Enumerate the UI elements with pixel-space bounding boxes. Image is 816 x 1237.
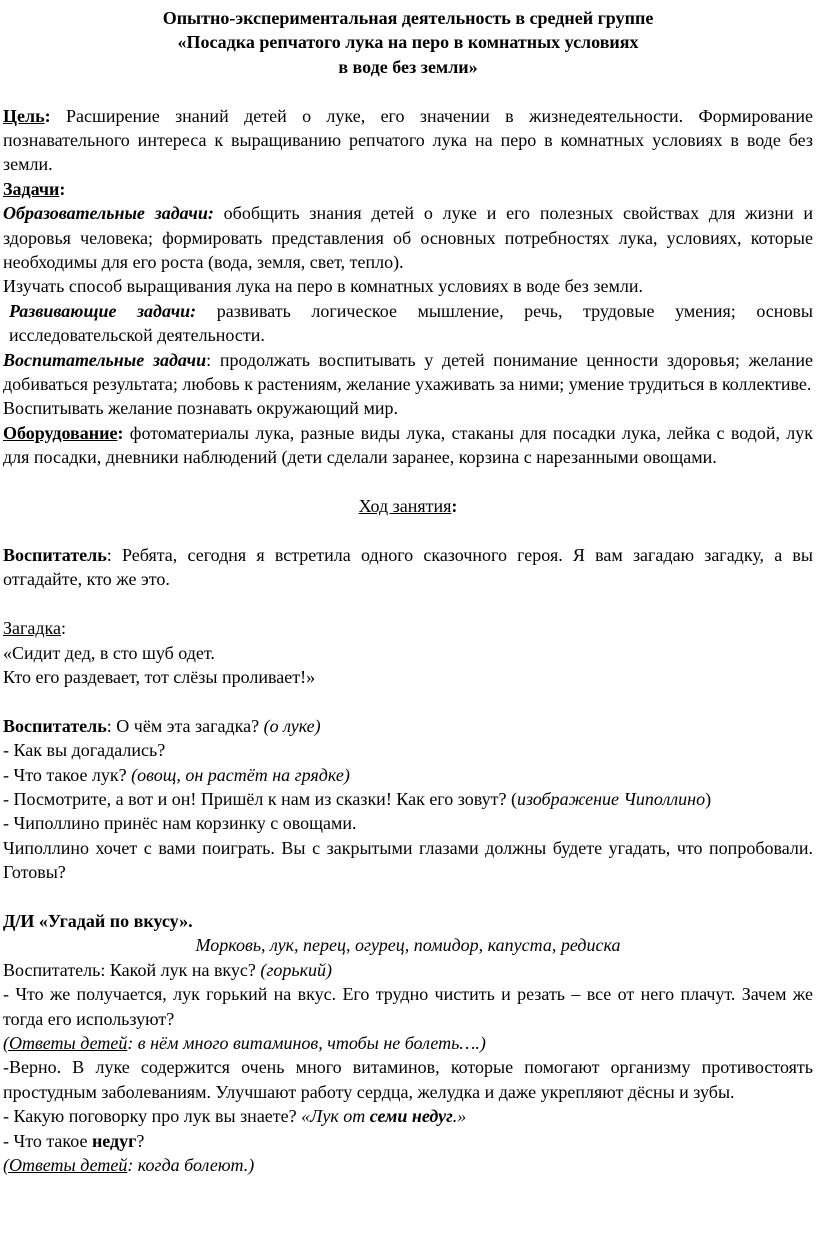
dialog-line: - Посмотрите, а вот и он! Пришёл к нам из сказки! Как его зовут? (изображение Чиполлино) <box>3 788 712 809</box>
dialog-line: Чиполлино хочет с вами поиграть. Вы с закрытыми глазами должны будете угадать, что попробовали. Готовы? <box>3 837 813 883</box>
upbringing-tasks-extra: Воспитывать желание познавать окружающий мир. <box>3 398 398 419</box>
children-answer: (Ответы детей: когда болеют.) <box>3 1155 255 1175</box>
children-answer: (Ответы детей: в нём много витаминов, чтобы не болеть….) <box>3 1032 486 1053</box>
dialog-line: Воспитатель: Какой лук на вкус? (горький) <box>3 959 333 980</box>
tasks-heading: Задачи: <box>3 178 66 199</box>
riddle-line-1: «Сидит дед, в сто шуб одет. <box>3 642 215 663</box>
goal-text: Расширение знаний детей о луке, его значении в жизнедеятельности. Формирование познавательного интереса к выращиванию репчатого лука на перо в комнатных условиях в воде без земли. <box>3 105 813 175</box>
dev-tasks: Развивающие задачи: развивать логическое мышление, речь, трудовые умения; основы исследовательской деятельности. <box>9 300 813 346</box>
upbringing-tasks-label: Воспитательные задачи <box>3 349 207 370</box>
dialog-line: Воспитатель: О чём эта загадка? (о луке) <box>3 715 321 736</box>
edu-tasks-extra: Изучать способ выращивания лука на перо в комнатных условиях в воде без земли. <box>3 276 644 297</box>
dialog-line: - Какую поговорку про лук вы знаете? «Лук от семи недуг.» <box>3 1106 467 1127</box>
equipment-label: Оборудование <box>3 422 118 443</box>
edu-tasks: Образовательные задачи: обобщить знания детей о луке и его полезных свойствах для жизни и здоровья человека; формировать представления об основных потребностях лука, условиях, которые необходимы для его роста (вода, земля, свет, тепло). <box>3 203 814 273</box>
riddle-line-2: Кто его раздевает, тот слёзы проливает!» <box>3 666 316 687</box>
game-title: Д/И «Угадай по вкусу». <box>3 910 193 931</box>
dialog-line: - Что же получается, лук горький на вкус. Его трудно чистить и резать – все от него плачут. Зачем же тогда его используют? <box>3 984 813 1029</box>
dev-tasks-label: Развивающие задачи: <box>9 300 197 321</box>
dialog-line: - Как вы догадались? <box>3 740 166 761</box>
dialog-line: - Что такое лук? (овощ, он растёт на грядке) <box>3 764 350 785</box>
title-line-3: в воде без земли» <box>338 56 478 77</box>
goal-label: Цель <box>3 105 45 126</box>
dialog-line: - Что такое недуг? <box>3 1130 145 1151</box>
riddle-heading: Загадка: <box>3 618 67 639</box>
teacher-intro: Воспитатель: Ребята, сегодня я встретила одного сказочного героя. Я вам загадаю загадку, а вы отгадайте, кто же это. <box>3 544 813 590</box>
speaker-label: Воспитатель <box>3 715 107 736</box>
speaker-label: Воспитатель <box>3 544 107 565</box>
dialog-line: -Верно. В луке содержится очень много витаминов, которые помогают организму противостоять простудным заболеваниям. Улучшают работу сердца, желудка и даже укрепляют дёсны и зубы. <box>3 1057 813 1102</box>
dialog-line: - Чиполлино принёс нам корзинку с овощами. <box>3 813 357 834</box>
goal-paragraph: Цель: Расширение знаний детей о луке, его значении в жизнедеятельности. Формирование познавательного интереса к выращиванию репчатого лука на перо в комнатных условиях в воде без земли. <box>3 105 813 175</box>
title-line-2: «Посадка репчатого лука на перо в комнатных условиях <box>177 32 639 53</box>
equipment-paragraph: Оборудование: фотоматериалы лука, разные виды лука, стаканы для посадки лука, лейка с водой, лук для посадки, дневники наблюдений (дети сделали заранее, корзина с нарезанными овощами. <box>3 422 813 468</box>
title-line-1: Опытно-экспериментальная деятельность в средней группе <box>162 8 654 28</box>
edu-tasks-label: Образовательные задачи: <box>3 203 214 224</box>
game-veggies: Морковь, лук, перец, огурец, помидор, капуста, редиска <box>195 935 621 956</box>
upbringing-tasks: Воспитательные задачи: продолжать воспитывать у детей понимание ценности здоровья; желание добиваться результата; любовь к растениям, желание ухаживать за ними; умение трудиться в коллективе. <box>3 349 813 395</box>
course-heading: Ход занятия: <box>358 496 458 517</box>
